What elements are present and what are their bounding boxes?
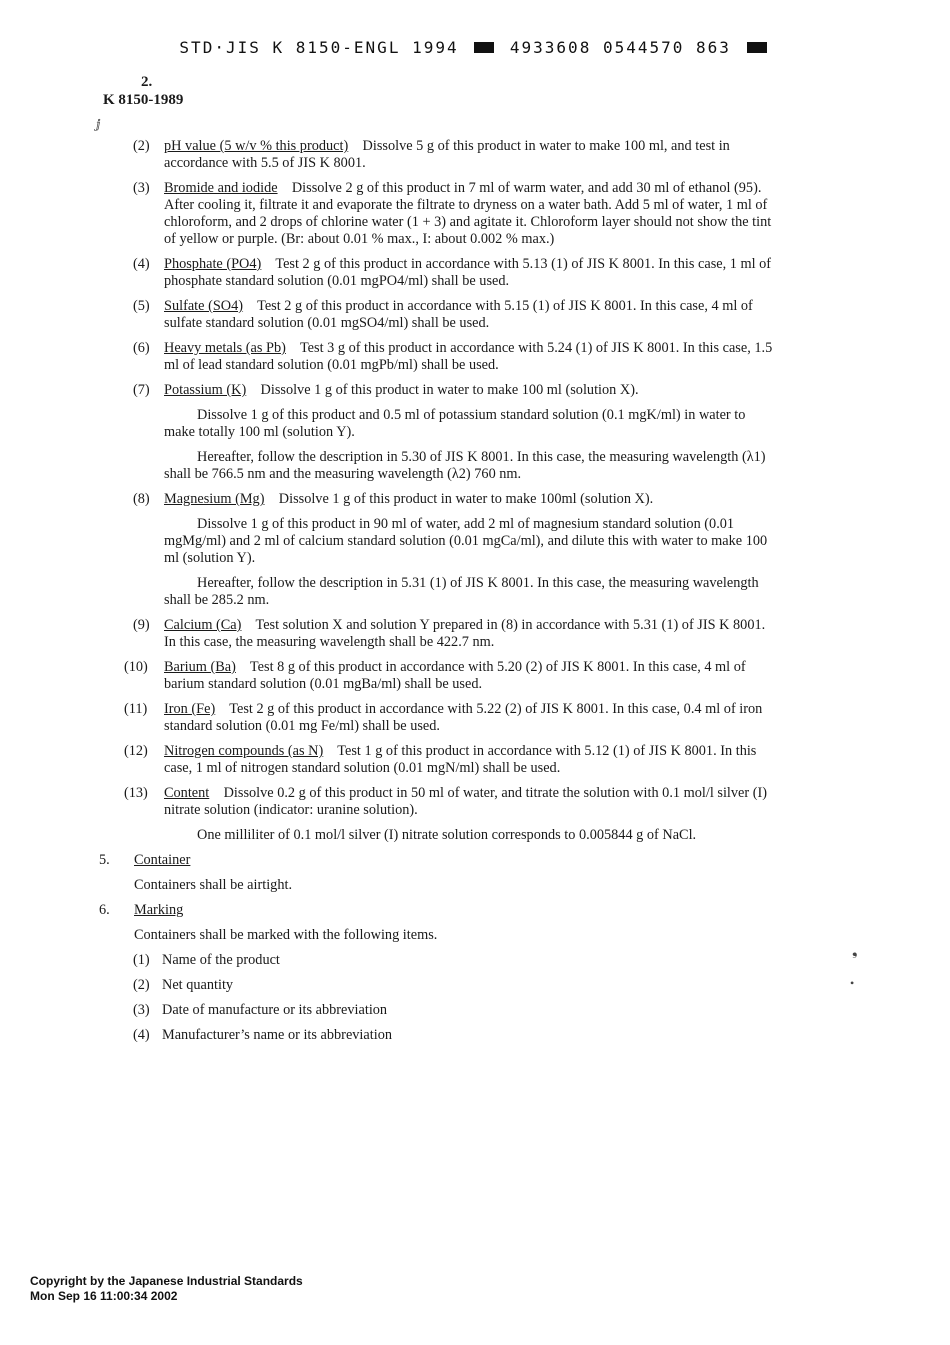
test-item-6 <box>0 340 950 374</box>
test-item-8 <box>0 491 950 508</box>
marking-list <box>0 952 950 1044</box>
section-marking <box>0 902 950 919</box>
item-text: Test 2 g of this product in accordance with 5.22 (2) of JIS K 8001. In this case, 0.4 ml of iron standard solution (0.01 mg Fe/ml) shall be used. <box>164 701 763 734</box>
item-title: Iron (Fe) <box>164 701 216 717</box>
item-text: Test 8 g of this product in accordance with 5.20 (2) of JIS K 8001. In this case, 4 ml of barium standard solution (0.01 mgBa/ml) shall be used. <box>164 659 746 692</box>
list-item <box>0 977 950 994</box>
item-paragraph: Dissolve 1 g of this product and 0.5 ml of potassium standard solution (0.1 mgK/ml) in water to make totally 100 ml (solution Y). <box>164 407 746 440</box>
copyright-line: Copyright by the Japanese Industrial Standards <box>30 1274 303 1288</box>
list-item-number: (3) <box>133 1002 150 1018</box>
item-paragraph: Dissolve 1 g of this product in 90 ml of water, add 2 ml of magnesium standard solution (0.01 mgMg/ml) and 2 ml of calcium standard solution (0.01 mgCa/ml), and dilute this with water to make 100 ml (solution Y). <box>164 516 768 566</box>
item-text: Test solution X and solution Y prepared in (8) in accordance with 5.31 (1) of JIS K 8001. In this case, the measuring wavelength shall be 422.7 nm. <box>164 617 766 650</box>
item-number: (5) <box>133 298 150 314</box>
scan-speck: • <box>850 976 855 990</box>
item-number: (3) <box>133 180 150 196</box>
test-item-3 <box>0 180 950 248</box>
item-text: Dissolve 1 g of this product in water to make 100ml (solution X). <box>278 491 654 507</box>
copyright-footer <box>30 1274 303 1304</box>
item-text: Test 2 g of this product in accordance with 5.13 (1) of JIS K 8001. In this case, 1 ml of phosphate standard solution (0.01 mgPO4/ml) shall be used. <box>164 256 772 289</box>
item-title: pH value (5 w/v % this product) <box>164 138 349 154</box>
item-number: (6) <box>133 340 150 356</box>
item-note: One milliliter of 0.1 mol/l silver (I) nitrate solution corresponds to 0.005844 g of NaCl. <box>197 827 697 843</box>
item-title: Barium (Ba) <box>164 659 236 675</box>
page-number: 2. <box>141 74 153 90</box>
list-item <box>0 1002 950 1019</box>
item-title: Nitrogen compounds (as N) <box>164 743 324 759</box>
list-item-number: (2) <box>133 977 150 993</box>
header-block-mark <box>747 42 767 53</box>
item-number: (4) <box>133 256 150 272</box>
test-item-11 <box>0 701 950 735</box>
section-number: 6. <box>99 902 110 918</box>
item-number: (7) <box>133 382 150 398</box>
test-item-4 <box>0 256 950 290</box>
scan-speck: ⅉ <box>96 117 101 131</box>
test-item-10 <box>0 659 950 693</box>
scan-speck: ❟ <box>852 944 858 959</box>
item-title: Calcium (Ca) <box>164 617 242 633</box>
test-item-2 <box>0 138 950 172</box>
list-item-number: (4) <box>133 1027 150 1043</box>
scan-header-code <box>0 38 950 57</box>
item-title: Bromide and iodide <box>164 180 278 196</box>
item-paragraph: Hereafter, follow the description in 5.30 of JIS K 8001. In this case, the measuring wavelength (λ1) shall be 766.5 nm and the measuring wavelength (λ2) 760 nm. <box>164 449 766 482</box>
item-number: (2) <box>133 138 150 154</box>
header-code-mid: 4933608 0544570 863 <box>509 38 731 57</box>
section-container <box>0 852 950 869</box>
item-number: (13) <box>124 785 148 801</box>
item-text: Dissolve 1 g of this product in water to make 100 ml (solution X). <box>260 382 639 398</box>
section-number: 5. <box>99 852 110 868</box>
document-body <box>0 138 950 1052</box>
item-title: Magnesium (Mg) <box>164 491 265 507</box>
section-text: Containers shall be marked with the following items. <box>134 927 438 943</box>
item-title: Phosphate (PO4) <box>164 256 262 272</box>
item-number: (8) <box>133 491 150 507</box>
item-number: (9) <box>133 617 150 633</box>
test-item-7 <box>0 382 950 399</box>
header-block-mark <box>474 42 494 53</box>
section-text: Containers shall be airtight. <box>134 877 293 893</box>
item-title: Content <box>164 785 210 801</box>
item-number: (11) <box>124 701 148 717</box>
standard-number: K 8150-1989 <box>103 92 184 108</box>
list-item-text: Manufacturer’s name or its abbreviation <box>162 1027 392 1043</box>
test-item-5 <box>0 298 950 332</box>
timestamp-line: Mon Sep 16 11:00:34 2002 <box>30 1289 178 1303</box>
list-item-number: (1) <box>133 952 150 968</box>
item-text: Test 1 g of this product in accordance with 5.12 (1) of JIS K 8001. In this case, 1 ml of nitrogen standard solution (0.01 mgN/ml) shall be used. <box>164 743 757 776</box>
item-paragraph: Hereafter, follow the description in 5.31 (1) of JIS K 8001. In this case, the measuring wavelength shall be 285.2 nm. <box>164 575 759 608</box>
item-text: Dissolve 0.2 g of this product in 50 ml of water, and titrate the solution with 0.1 mol/l silver (I) nitrate solution (indicator: uranine solution). <box>164 785 767 818</box>
item-text: Dissolve 5 g of this product in water to make 100 ml, and test in accordance with 5.5 of JIS K 8001. <box>164 138 730 171</box>
item-title: Heavy metals (as Pb) <box>164 340 286 356</box>
item-number: (10) <box>124 659 148 675</box>
item-title: Sulfate (SO4) <box>164 298 244 314</box>
list-item-text: Net quantity <box>162 977 234 993</box>
test-item-9 <box>0 617 950 651</box>
item-title: Potassium (K) <box>164 382 247 398</box>
list-item-text: Date of manufacture or its abbreviation <box>162 1002 388 1018</box>
section-title: Marking <box>134 902 184 918</box>
section-title: Container <box>134 852 191 868</box>
item-text: Dissolve 2 g of this product in 7 ml of warm water, and add 30 ml of ethanol (95). After cooling it, filtrate it and evaporate the filtrate to dryness on a water bath. Add 5 ml of water, 1 ml of chloroform, and 2 drops of chlorine water (1 + 3) and agitate it. Chloroform layer should not show the tint of yellow or purple. (Br: about 0.01 % max., I: about 0.002 % max.) <box>164 180 772 247</box>
list-item-text: Name of the product <box>162 952 280 968</box>
list-item <box>0 1027 950 1044</box>
item-number: (12) <box>124 743 148 759</box>
header-code-left: STD·JIS K 8150-ENGL 1994 <box>179 38 459 57</box>
list-item <box>0 952 950 969</box>
test-item-13 <box>0 785 950 819</box>
test-item-12 <box>0 743 950 777</box>
item-text: Test 3 g of this product in accordance with 5.24 (1) of JIS K 8001. In this case, 1.5 ml of lead standard solution (0.01 mgPb/ml) shall be used. <box>164 340 773 373</box>
item-text: Test 2 g of this product in accordance with 5.15 (1) of JIS K 8001. In this case, 4 ml of sulfate standard solution (0.01 mgSO4/ml) shall be used. <box>164 298 753 331</box>
